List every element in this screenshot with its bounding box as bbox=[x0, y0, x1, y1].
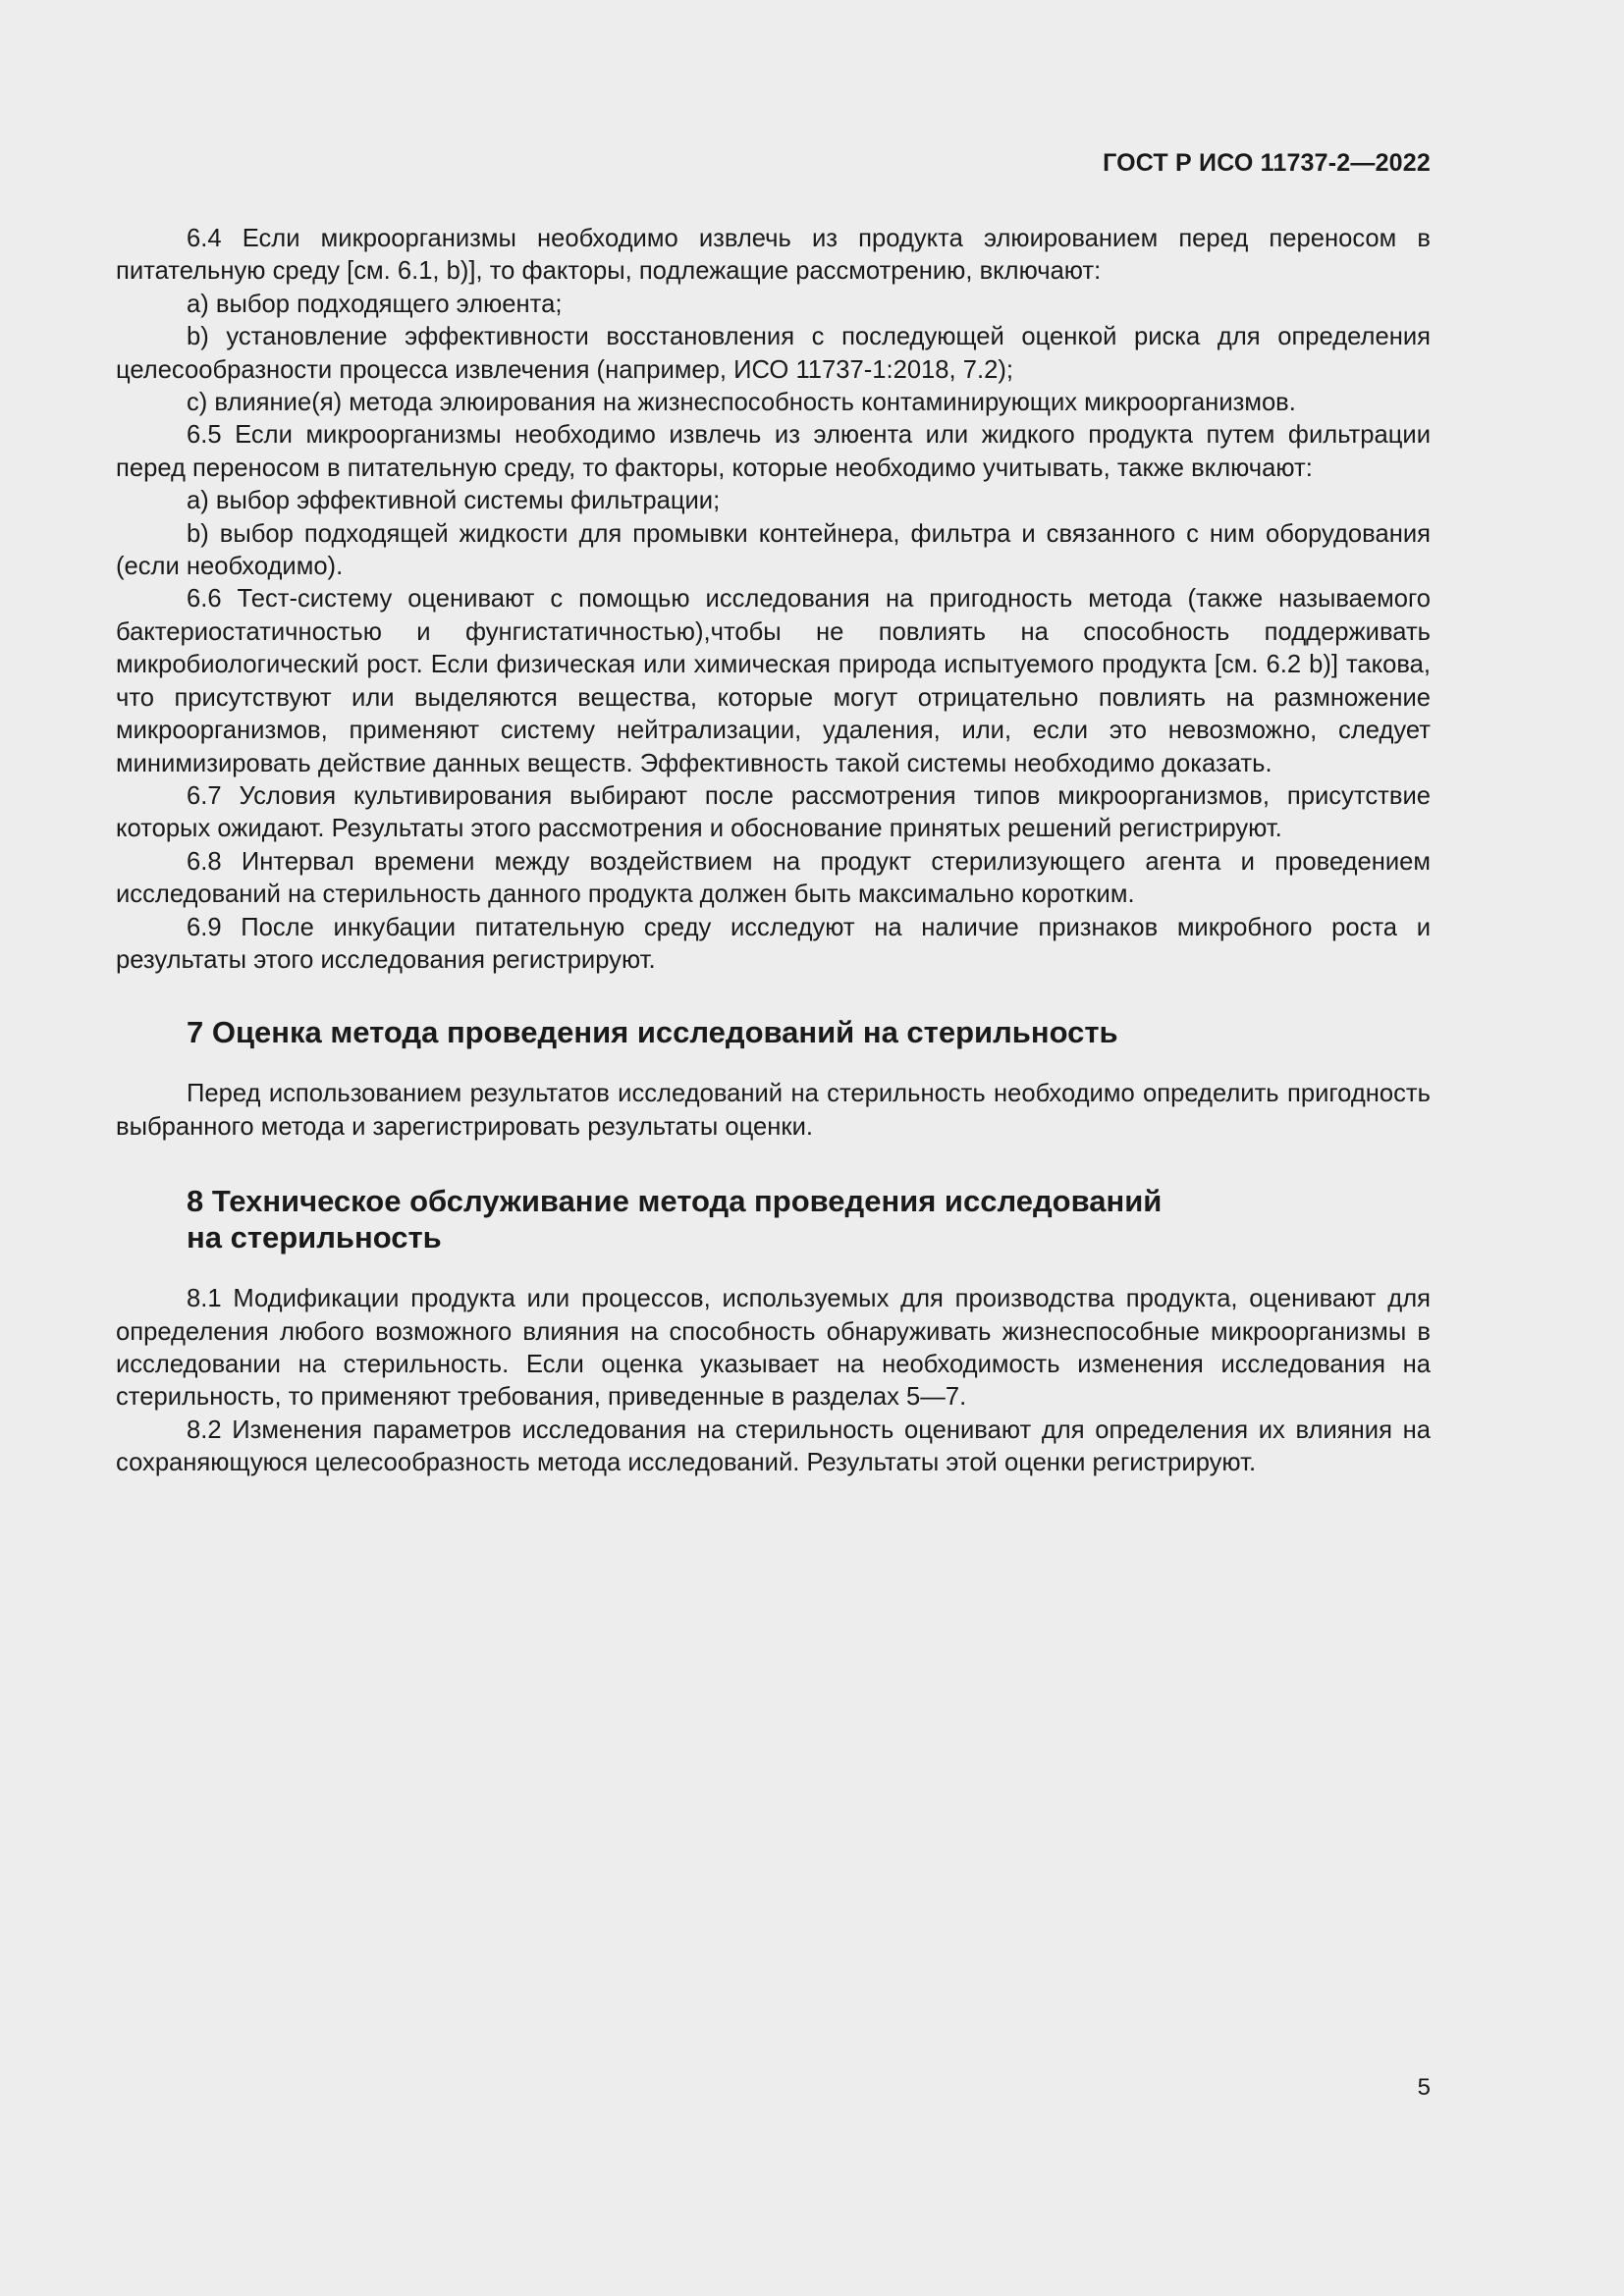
list-item-6-5-b: b) выбор подходящей жидкости для промывки контейнера, фильтра и связанного с ним оборудования (если необходимо). bbox=[116, 519, 1431, 581]
paragraph-6-4: 6.4 Если микроорганизмы необходимо извлечь из продукта элюированием перед переносом в питательную среду [см. 6.1, b)], то факторы, подлежащие рассмотрению, включают: bbox=[116, 225, 1431, 286]
paragraph-6-5: 6.5 Если микроорганизмы необходимо извлечь из элюента или жидкого продукта путем фильтрации перед переносом в питательную среду, то факторы, которые необходимо учитывать, также включают: bbox=[116, 421, 1431, 482]
paragraph-8-2: 8.2 Изменения параметров исследования на стерильность оценивают для определения их влияния на сохраняющуюся целесообразность метода исследований. Результаты этой оценки регистрируют. bbox=[116, 1415, 1431, 1477]
paragraph-6-6: 6.6 Тест-систему оценивают с помощью исследования на пригодность метода (также называемого бактериостатичностью и фунгистатичностью),чтобы не повлиять на способность поддерживать микробиологический рост. Если физическая или химическая природа испытуемого продукта [см. 6.2 b)] такова, что присутствуют или выделяются вещества, которые могут отрицательно повлиять на размножение микроорганизмов, применяют систему нейтрализации, удаления, или, если это невозможно, следует минимизировать действие данных веществ. Эффективность такой системы необходимо доказать. bbox=[116, 585, 1431, 777]
paragraph-6-8: 6.8 Интервал времени между воздействием на продукт стерилизующего агента и проведением исследований на стерильность данного продукта должен быть максимально коротким. bbox=[116, 847, 1431, 909]
section-7-body: Перед использованием результатов исследований на стерильность необходимо определить пригодность выбранного метода и зарегистрировать результаты оценки. bbox=[116, 1080, 1431, 1141]
list-item-6-4-a: a) выбор подходящего элюента; bbox=[187, 290, 563, 318]
list-item-6-4-b: b) установление эффективности восстановления с последующей оценкой риска для определения целесообразности процесса извлечения (например, ИСО 11737-1:2018, 7.2); bbox=[116, 323, 1431, 384]
list-item-6-4-c: c) влияние(я) метода элюирования на жизнеспособность контаминирующих микроорганизмов. bbox=[187, 389, 1296, 417]
paragraph-6-7: 6.7 Условия культивирования выбирают после рассмотрения типов микроорганизмов, присутствие которых ожидают. Результаты этого рассмотрения и обоснование принятых решений регистрируют. bbox=[116, 781, 1431, 843]
paragraph-6-9: 6.9 После инкубации питательную среду исследуют на наличие признаков микробного роста и результаты этого исследования регистрируют. bbox=[116, 913, 1431, 974]
section-8-heading bbox=[116, 1183, 1431, 1255]
section-7-heading: 7 Оценка метода проведения исследований на стерильность bbox=[187, 1015, 1118, 1050]
paragraph-8-1: 8.1 Модификации продукта или процессов, используемых для производства продукта, оценивают для определения любого возможного влияния на способность обнаруживать жизнеспособные микроорганизмы в исследовании на стерильность. Если оценка указывает на необходимость изменения исследования на стерильность, то применяют требования, приведенные в разделах 5—7. bbox=[116, 1285, 1431, 1412]
list-item-6-5-a: a) выбор эффективной системы фильтрации; bbox=[187, 487, 721, 515]
document-body bbox=[116, 223, 1431, 1480]
page-number: 5 bbox=[1417, 2074, 1431, 2101]
document-header: ГОСТ Р ИСО 11737-2—2022 bbox=[1103, 149, 1431, 177]
section-8-heading-line1: 8 Техническое обслуживание метода проведения исследований bbox=[187, 1184, 1163, 1219]
section-8-heading-line2: на стерильность bbox=[187, 1220, 442, 1255]
